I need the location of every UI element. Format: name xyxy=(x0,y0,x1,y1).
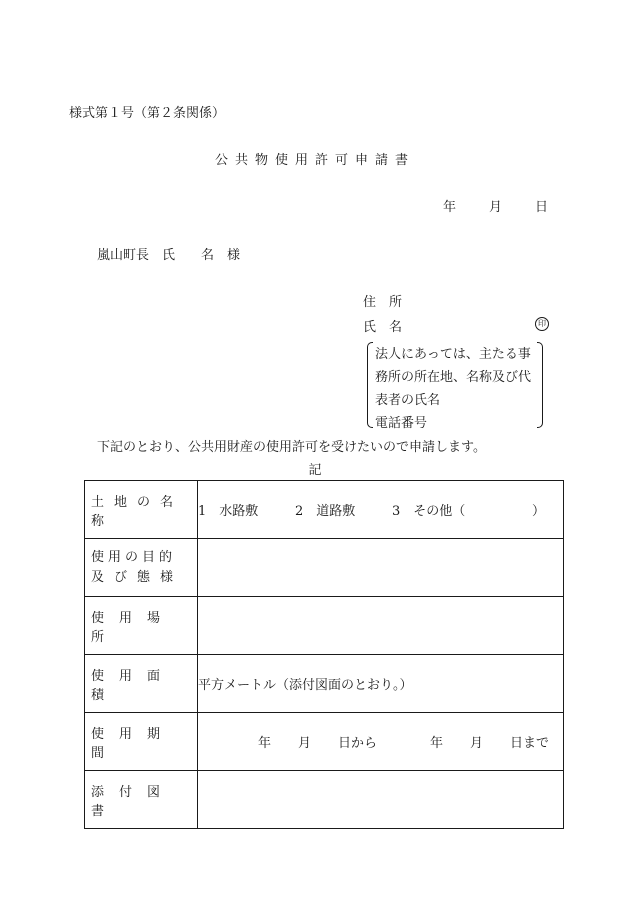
period-start-year: 年 xyxy=(258,736,272,751)
date-year-label: 年 xyxy=(443,200,457,215)
land-name-label: 土地の名称 xyxy=(85,481,198,539)
option-other: 3 その他（ xyxy=(392,504,466,519)
application-table xyxy=(84,480,564,829)
phone-label: 電話番号 xyxy=(375,416,428,431)
ki-heading: 記 xyxy=(308,463,322,478)
table-row xyxy=(85,655,564,713)
period-end-day: 日まで xyxy=(510,736,550,751)
table-row xyxy=(85,713,564,771)
intro-text: 下記のとおり、公共用財産の使用許可を受けたいので申請します。 xyxy=(97,440,486,455)
corporate-note-line: 表者の氏名 xyxy=(375,393,441,408)
left-bracket xyxy=(367,342,373,428)
period-label: 使用期間 xyxy=(85,713,198,771)
period-end-month: 月 xyxy=(470,736,484,751)
period-value[interactable] xyxy=(198,713,564,771)
table-row xyxy=(85,539,564,597)
date-month-label: 月 xyxy=(489,200,503,215)
name-label: 氏 名 xyxy=(363,320,403,335)
option-other-close: ） xyxy=(532,504,546,519)
attachments-value[interactable] xyxy=(198,771,564,829)
addressee: 嵐山町長 氏 名 様 xyxy=(97,248,241,263)
table-row xyxy=(85,771,564,829)
attachments-label: 添付図書 xyxy=(85,771,198,829)
purpose-label-line1: 使用の目的 xyxy=(91,549,177,565)
address-label: 住 所 xyxy=(363,295,403,310)
table-row xyxy=(85,597,564,655)
period-start-day: 日から xyxy=(338,736,378,751)
application-date xyxy=(443,196,548,215)
purpose-value[interactable] xyxy=(198,539,564,597)
place-value[interactable] xyxy=(198,597,564,655)
area-value[interactable]: 平方メートル（添付図面のとおり。） xyxy=(198,655,564,713)
land-type-options xyxy=(198,481,564,539)
place-label: 使用場所 xyxy=(85,597,198,655)
option-road: 2 道路敷 xyxy=(295,504,356,519)
right-bracket xyxy=(537,342,543,428)
document-title: 公共物使用許可申請書 xyxy=(214,153,415,168)
corporate-note xyxy=(367,340,543,430)
period-end-year: 年 xyxy=(430,736,444,751)
form-number: 様式第１号（第２条関係） xyxy=(69,106,226,121)
area-label: 使用面積 xyxy=(85,655,198,713)
purpose-label-line2: 及び態様 xyxy=(91,569,184,585)
table-row xyxy=(85,481,564,539)
option-waterway: 1 水路敷 xyxy=(198,504,259,519)
corporate-note-line: 法人にあっては、主たる事 xyxy=(375,347,531,362)
corporate-note-line: 務所の所在地、名称及び代 xyxy=(375,370,532,385)
purpose-label xyxy=(85,539,198,597)
period-start-month: 月 xyxy=(298,736,312,751)
date-day-label: 日 xyxy=(535,200,549,215)
seal-mark: 印 xyxy=(535,317,549,331)
